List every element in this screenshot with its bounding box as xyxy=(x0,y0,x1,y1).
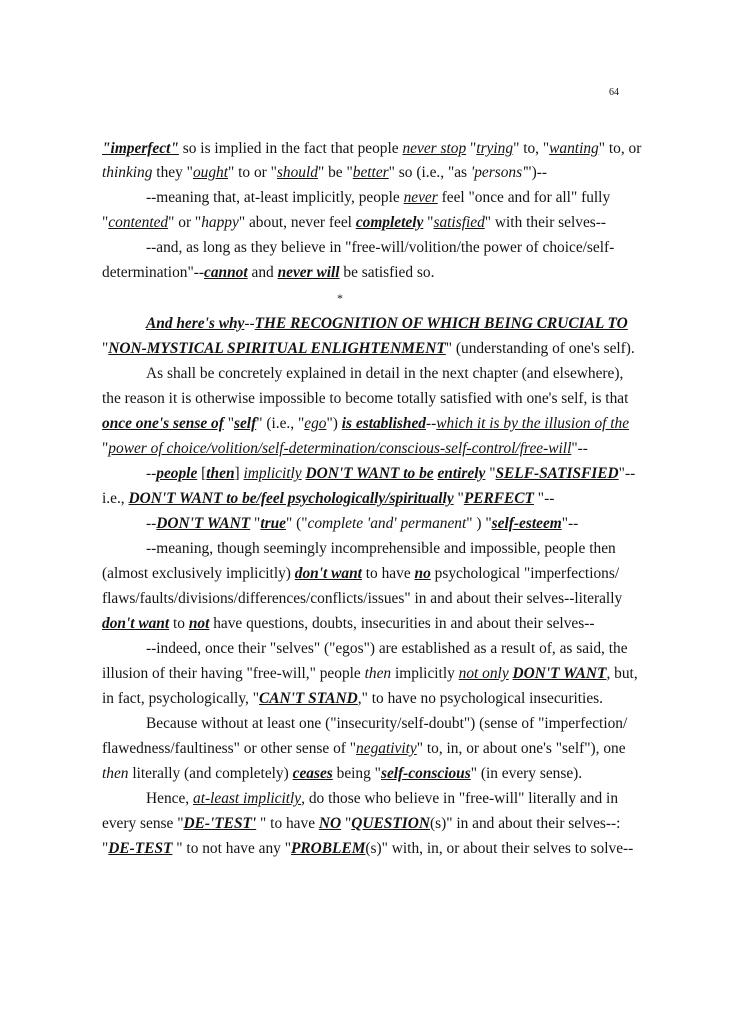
text-segment: determination"-- xyxy=(102,264,205,281)
text-segment: DON'T WANT xyxy=(156,515,251,532)
text-segment: " (understanding of one's self). xyxy=(445,340,635,357)
text-segment: ") xyxy=(326,415,342,432)
text-line xyxy=(146,639,628,659)
text-line xyxy=(102,489,554,509)
text-segment: "-- xyxy=(533,490,555,507)
text-segment: DON'T WANT to be/feel psychologically/spiritually xyxy=(128,490,454,507)
text-segment: " (i.e., " xyxy=(256,415,305,432)
text-segment: no xyxy=(414,565,431,582)
text-segment: ")-- xyxy=(525,164,548,181)
text-segment: " xyxy=(341,815,352,832)
text-line xyxy=(102,664,638,684)
text-segment: " xyxy=(250,515,261,532)
text-segment: ," to have no psychological insecurities. xyxy=(357,690,604,707)
page-number: 64 xyxy=(609,87,619,98)
text-segment: " xyxy=(485,465,496,482)
text-segment: [ xyxy=(197,465,207,482)
text-segment: DE-TEST xyxy=(108,840,173,857)
text-line xyxy=(102,589,622,609)
text-segment: And here's why xyxy=(146,315,245,332)
text-segment: being " xyxy=(332,765,381,782)
text-segment: complete 'and' permanent xyxy=(307,515,467,532)
text-segment: " to, or xyxy=(598,140,642,157)
text-line xyxy=(102,213,606,233)
text-line xyxy=(102,139,641,159)
text-segment: entirely xyxy=(437,465,486,482)
text-segment: Hence, xyxy=(146,790,193,807)
text-segment: " to have xyxy=(256,815,319,832)
text-segment: the reason it is otherwise impossible to become totally satisfied with one's self, is that xyxy=(102,390,629,407)
text-segment: people xyxy=(156,465,198,482)
text-segment: contented xyxy=(108,214,169,231)
text-line xyxy=(102,839,633,859)
text-segment: " about, never feel xyxy=(238,214,356,231)
text-line xyxy=(102,564,619,584)
text-line xyxy=(146,238,614,258)
text-segment: " to or " xyxy=(228,164,277,181)
text-segment: , but, xyxy=(606,665,638,682)
text-segment: --indeed, once their "selves" ("egos") are established as a result of, as said, the xyxy=(146,640,628,657)
text-segment: wanting xyxy=(549,140,599,157)
text-line xyxy=(102,614,594,634)
text-line xyxy=(102,339,635,359)
text-segment: " xyxy=(453,490,464,507)
text-segment: and xyxy=(247,264,278,281)
text-line xyxy=(102,414,629,434)
text-segment: " (" xyxy=(285,515,308,532)
text-segment: not xyxy=(188,615,210,632)
text-segment: so is implied in the fact that people xyxy=(178,140,403,157)
text-segment: self-conscious xyxy=(380,765,471,782)
text-segment: never stop xyxy=(402,140,467,157)
text-segment: feel "once and for all" fully xyxy=(437,189,611,206)
text-segment: " so (i.e., "as xyxy=(388,164,471,181)
text-line xyxy=(102,689,603,709)
text-line xyxy=(146,514,578,534)
text-segment: which it is by the illusion of the xyxy=(436,415,630,432)
text-segment: NON-MYSTICAL SPIRITUAL ENLIGHTENMENT xyxy=(108,340,446,357)
text-segment: -- xyxy=(426,415,437,432)
text-segment: " xyxy=(102,440,109,457)
text-segment: thinking xyxy=(102,164,153,181)
text-segment: (almost exclusively implicitly) xyxy=(102,565,295,582)
text-segment: at-least implicitly xyxy=(193,790,302,807)
text-segment: trying xyxy=(476,140,514,157)
text-segment: "-- xyxy=(571,440,588,457)
text-segment: " ) " xyxy=(466,515,492,532)
text-segment: " xyxy=(102,340,109,357)
text-segment: implicitly xyxy=(243,465,302,482)
text-segment: have questions, doubts, insecurities in and about their selves-- xyxy=(209,615,595,632)
text-line xyxy=(102,739,626,759)
text-segment: once one's sense of xyxy=(102,415,224,432)
text-segment: QUESTION xyxy=(351,815,430,832)
text-segment: DON'T WANT to be xyxy=(305,465,434,482)
text-segment: --and, as long as they believe in "free-will/volition/the power of choice/self- xyxy=(146,239,615,256)
text-segment: " xyxy=(466,140,477,157)
text-segment: ought xyxy=(192,164,228,181)
text-segment: flawedness/faultiness" or other sense of " xyxy=(102,740,357,757)
text-segment: DON'T WANT xyxy=(512,665,607,682)
text-segment: illusion of their having "free-will," people xyxy=(102,665,365,682)
text-segment: --meaning, though seemingly incomprehensible and impossible, people then xyxy=(146,540,616,557)
text-segment: should xyxy=(276,164,318,181)
text-segment: " to not have any " xyxy=(172,840,292,857)
text-segment: self-esteem xyxy=(491,515,562,532)
text-segment: " be " xyxy=(317,164,353,181)
text-line xyxy=(102,764,582,784)
text-segment: they " xyxy=(152,164,193,181)
text-segment: then xyxy=(102,765,129,782)
text-segment: -- xyxy=(146,465,157,482)
text-segment: true xyxy=(260,515,286,532)
text-segment: THE RECOGNITION OF WHICH BEING CRUCIAL TO xyxy=(254,315,628,332)
text-segment: then xyxy=(206,465,235,482)
text-line xyxy=(146,464,635,484)
text-segment: to have xyxy=(361,565,415,582)
text-segment: ] xyxy=(234,465,244,482)
text-segment: (s)" in and about their selves--: xyxy=(429,815,621,832)
text-segment: literally (and completely) xyxy=(128,765,293,782)
text-segment: power of choice/volition/self-determination/conscious-self-control/free-will xyxy=(108,440,572,457)
text-segment: " xyxy=(102,214,109,231)
text-segment: -- xyxy=(146,515,157,532)
text-segment: negativity xyxy=(356,740,417,757)
text-segment: "-- xyxy=(618,465,636,482)
text-segment: "-- xyxy=(561,515,579,532)
text-segment: better xyxy=(352,164,389,181)
text-line xyxy=(102,439,588,459)
text-segment: " (in every sense). xyxy=(470,765,583,782)
text-segment: then xyxy=(364,665,392,682)
text-segment: "imperfect" xyxy=(102,140,179,157)
text-segment: to xyxy=(169,615,189,632)
text-segment: ceases xyxy=(292,765,333,782)
text-segment: satisfied xyxy=(433,214,485,231)
text-segment: SELF-SATISFIED xyxy=(495,465,619,482)
text-segment: not only xyxy=(458,665,509,682)
text-segment: i.e., xyxy=(102,490,129,507)
text-segment: " xyxy=(102,840,109,857)
text-segment: " xyxy=(223,415,234,432)
text-line xyxy=(146,188,610,208)
text-segment: " to, in, or about one's "self"), one xyxy=(416,740,626,757)
text-line xyxy=(146,714,627,734)
text-segment: every sense " xyxy=(102,815,184,832)
text-line xyxy=(102,263,434,283)
text-segment: be satisfied so. xyxy=(339,264,435,281)
text-segment: cannot xyxy=(204,264,248,281)
text-segment: DE-'TEST' xyxy=(183,815,257,832)
text-segment: in fact, psychologically, " xyxy=(102,690,260,707)
text-segment: never xyxy=(403,189,438,206)
text-segment: " with their selves-- xyxy=(484,214,607,231)
text-segment: don't want xyxy=(294,565,362,582)
text-segment: As shall be concretely explained in detail in the next chapter (and elsewhere), xyxy=(146,365,624,382)
text-line xyxy=(102,163,547,183)
text-segment: , do those who believe in "free-will" literally and in xyxy=(301,790,619,807)
text-segment: --meaning that, at-least implicitly, people xyxy=(146,189,404,206)
text-line xyxy=(102,389,628,409)
text-segment: CAN'T STAND xyxy=(259,690,358,707)
text-segment: flaws/faults/divisions/differences/conflicts/issues" in and about their selves--literally xyxy=(102,590,623,607)
text-segment: self xyxy=(233,415,257,432)
text-segment: NO xyxy=(318,815,342,832)
text-line xyxy=(146,789,618,809)
text-segment: ego xyxy=(304,415,327,432)
text-line xyxy=(146,314,628,334)
text-line xyxy=(146,539,616,559)
text-line xyxy=(146,364,623,384)
text-segment: completely xyxy=(355,214,424,231)
text-segment: -- xyxy=(244,315,255,332)
text-segment: 'persons' xyxy=(470,164,526,181)
text-line xyxy=(102,814,620,834)
section-separator: * xyxy=(337,291,343,305)
text-segment: happy xyxy=(201,214,239,231)
text-segment: don't want xyxy=(102,615,170,632)
text-segment: implicitly xyxy=(391,665,459,682)
text-segment: " or " xyxy=(168,214,202,231)
text-segment: " to, " xyxy=(513,140,550,157)
text-segment: " xyxy=(423,214,434,231)
text-segment: psychological "imperfections/ xyxy=(430,565,620,582)
text-segment: never will xyxy=(277,264,340,281)
text-segment: is established xyxy=(341,415,426,432)
text-segment: PROBLEM xyxy=(291,840,366,857)
text-segment: Because without at least one ("insecurity/self-doubt") (sense of "imperfection/ xyxy=(146,715,628,732)
text-segment: (s)" with, in, or about their selves to solve-- xyxy=(365,840,634,857)
text-segment: PERFECT xyxy=(463,490,534,507)
